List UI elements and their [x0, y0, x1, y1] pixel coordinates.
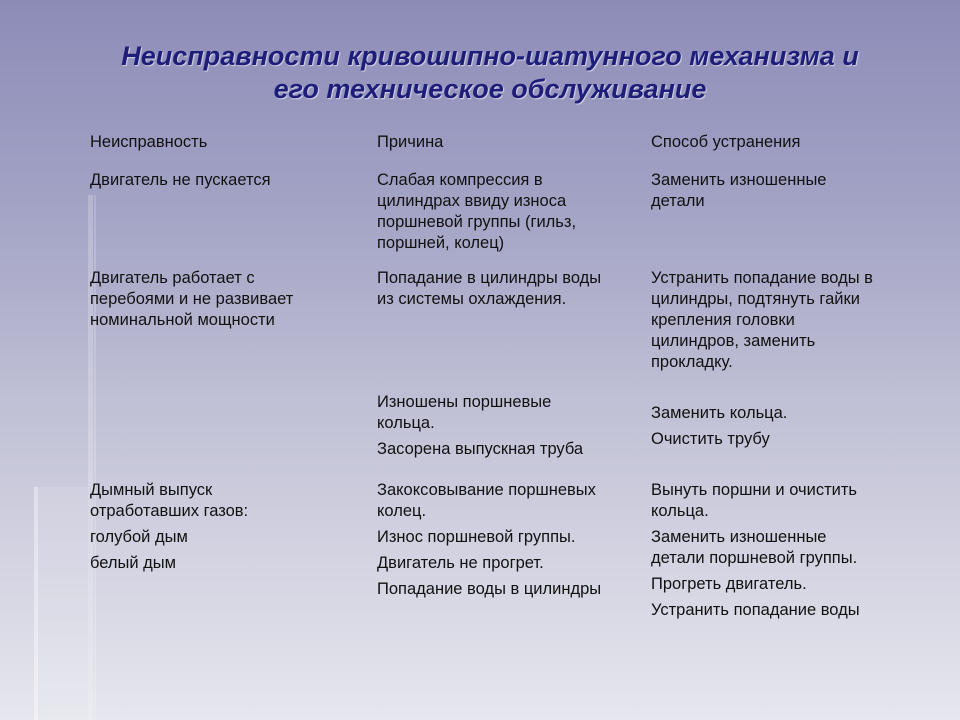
cell-line: Вынуть поршни и очистить	[651, 481, 858, 499]
cell-line: отработавших газов:	[90, 502, 249, 520]
cell-line: кольца.	[377, 414, 435, 432]
title-line: его техническое обслуживание	[273, 74, 707, 104]
cell-line: Засорена выпускная труба	[377, 440, 584, 458]
cell-line: голубой дым	[90, 528, 188, 546]
cell-line: детали поршневой группы.	[651, 549, 858, 567]
decorative-stripe	[38, 487, 88, 720]
cell-line: Устранить попадание воды в	[651, 269, 873, 287]
cell-line: кольца.	[651, 502, 709, 520]
row3-cause	[377, 392, 583, 460]
cell-line: крепления головки	[651, 311, 795, 329]
cell-line: белый дым	[90, 554, 177, 572]
cell-line: Двигатель не прогрет.	[377, 554, 544, 572]
cell-line: Заменить кольца.	[651, 404, 788, 422]
cell-line: Износ поршневой группы.	[377, 528, 576, 546]
cell-line: колец.	[377, 502, 427, 520]
cell-line: Попадание воды в цилиндры	[377, 580, 602, 598]
cell-line: перебоями и не развивает	[90, 290, 294, 308]
cell-line: Очистить трубу	[651, 430, 770, 448]
row1-remedy	[651, 170, 826, 212]
cell-line: поршней, колец)	[377, 234, 505, 252]
cell-line: цилиндров, заменить	[651, 332, 816, 350]
cell-line: Закоксовывание поршневых	[377, 481, 596, 499]
title-line: Неисправности кривошипно-шатунного механизма и	[121, 41, 859, 71]
cell-line: поршневой группы (гильз,	[377, 213, 577, 231]
cell-line: Двигатель работает с	[90, 269, 255, 287]
row2-remedy	[651, 268, 873, 373]
cell-line: прокладку.	[651, 353, 733, 371]
row4-cause	[377, 480, 601, 600]
row2-fault	[90, 268, 293, 331]
cell-line: Дымный выпуск	[90, 481, 213, 499]
row4-fault	[90, 480, 248, 574]
cell-line: Слабая компрессия в	[377, 171, 543, 189]
header-cause: Причина	[377, 133, 444, 151]
cell-line: Двигатель не пускается	[90, 171, 271, 189]
cell-line: цилиндрах ввиду износа	[377, 192, 567, 210]
cell-line: Заменить изношенные	[651, 528, 827, 546]
page-title	[40, 40, 940, 106]
row1-fault	[90, 170, 271, 191]
row2-cause	[377, 268, 601, 310]
cell-line: номинальной мощности	[90, 311, 275, 329]
row4-remedy	[651, 480, 860, 621]
cell-line: Прогреть двигатель.	[651, 575, 807, 593]
header-remedy: Способ устранения	[651, 133, 801, 151]
cell-line: цилиндры, подтянуть гайки	[651, 290, 860, 308]
header-fault: Неисправность	[90, 133, 208, 151]
cell-line: Устранить попадание воды	[651, 601, 860, 619]
cell-line: Заменить изношенные	[651, 171, 827, 189]
cell-line: из системы охлаждения.	[377, 290, 567, 308]
row3-remedy	[651, 403, 787, 450]
cell-line: Изношены поршневые	[377, 393, 552, 411]
row1-cause	[377, 170, 576, 254]
cell-line: Попадание в цилиндры воды	[377, 269, 602, 287]
cell-line: детали	[651, 192, 705, 210]
